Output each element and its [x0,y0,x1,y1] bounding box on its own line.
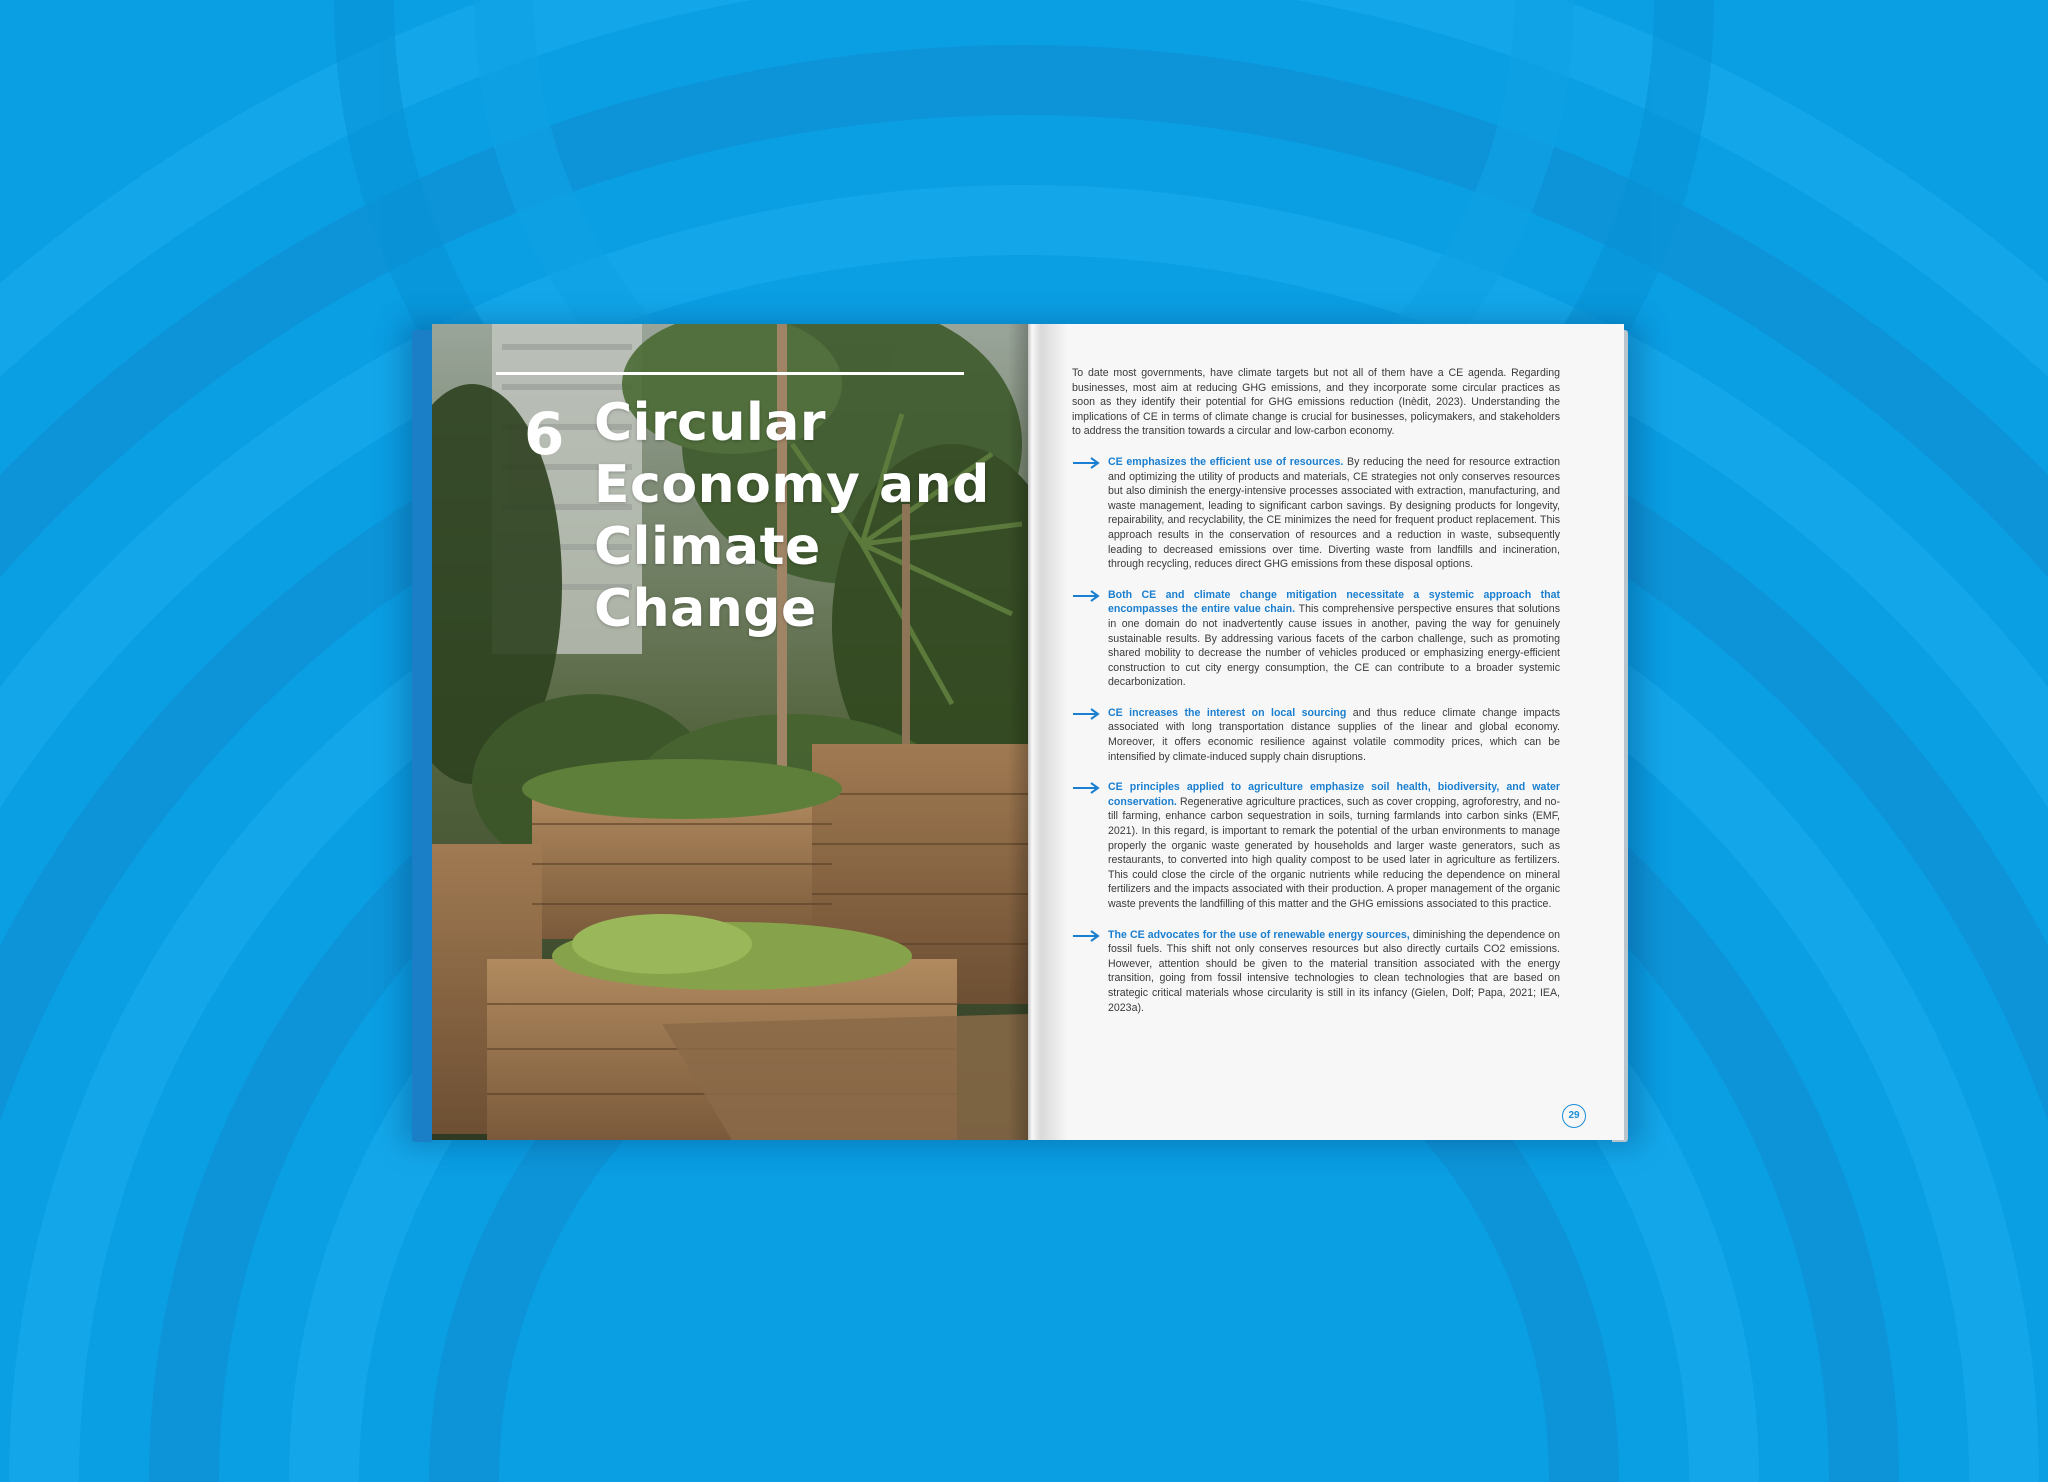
key-points-list [1072,455,1560,1015]
title-rule [496,372,964,375]
chapter-title: Circular Economy and Climate Change [594,393,990,639]
point-body: This comprehensive perspective ensures that solutions in one domain do not inadvertently cause issues in another, paving the way for genuinely sustainable results. By addressing various facets of the carbon challenge, such as promoting shared mobility to decrease the number of vehicles produced or emphasizing energy-efficient construction to cut city energy consumption, the CE can contribute to a broader systemic decarbonization. [1108,603,1560,689]
point-body: and thus reduce climate change impacts associated with long transportation distance supplies of the linear and global economy. Moreover, it offers economic resilience against volatile commodity prices, which can be intensified by climate-induced supply chain disruptions. [1108,706,1560,763]
arrow-right-icon [1072,782,1100,794]
point-body: Regenerative agriculture practices, such as cover cropping, agroforestry, and no-till farming, enhance carbon sequestration in soils, turning farmlands into carbon sinks (EMF, 2021). In this regard, is important to remark the potential of the urban environments to manage properly the organic waste generated by households and larger waste generators, such as restaurants, to converted into high quality compost to be used later in agriculture as fertilizers. This could close the circle of the organic nutrients while reducing the dependence on mineral fertilizers and the impacts associated with their production. A proper management of the organic waste prevents the landfilling of this matter and the GHG emissions associated to this practice. [1108,795,1560,910]
list-item [1072,780,1560,911]
point-lead: CE principles applied to agriculture emphasize soil health, biodiversity, and water conservation. [1108,781,1560,808]
left-page [432,324,1028,1140]
arrow-right-icon [1072,930,1100,942]
arrow-right-icon [1072,708,1100,720]
list-item [1072,928,1560,1016]
body-text [1072,366,1560,1031]
chapter-number: 6 [524,400,565,468]
point-body: diminishing the dependence on fossil fuels. This shift not only conserves resources but also directly curtails CO2 emissions. However, attention should be given to the material transition associated with the energy transition, going from fossil intensive technologies to clean technologies that are based on strategic critical materials whose circularity is still in its infancy (Gielen, Dolf; Papa, 2021; IEA, 2023a). [1108,928,1560,1014]
point-lead: The CE advocates for the use of renewable energy sources, [1108,928,1413,941]
list-item [1072,706,1560,764]
list-item [1072,588,1560,690]
book-cover-edge-left [412,330,432,1142]
page-number: 29 [1562,1104,1586,1128]
arrow-right-icon [1072,590,1100,602]
point-lead: CE increases the interest on local sourcing [1108,706,1353,719]
point-lead: Both CE and climate change mitigation necessitate a systemic approach that encompasses the entire value chain. [1108,588,1560,616]
point-lead: CE emphasizes the efficient use of resources. [1108,455,1348,468]
intro-paragraph: To date most governments, have climate targets but not all of them have a CE agenda. Regarding businesses, most aim at reducing GHG emissions, and they incorporate some circular practices as soon as they identify their potential for GHG emissions reduction (Inèdit, 2023). Understanding the implications of CE in terms of climate change is crucial for businesses, policymakers, and stakeholders to address the transition towards a circular and low-carbon economy. [1072,367,1560,438]
arrow-right-icon [1072,457,1100,469]
right-page [1028,324,1624,1140]
list-item [1072,455,1560,572]
point-body: By reducing the need for resource extraction and optimizing the utility of products and materials, CE strategies not only conserves resources but also diminish the energy-intensive processes associated with extraction, manufacturing, and waste management, leading to significant carbon savings. By designing products for longevity, repairability, and recyclability, the CE minimizes the need for frequent product replacement. This approach results in the conservation of resources and a reduction in waste, subsequently leading to decreased emissions over time. Diverting waste from landfills and incineration, through recycling, reduces direct GHG emissions from these disposal options. [1108,455,1560,571]
